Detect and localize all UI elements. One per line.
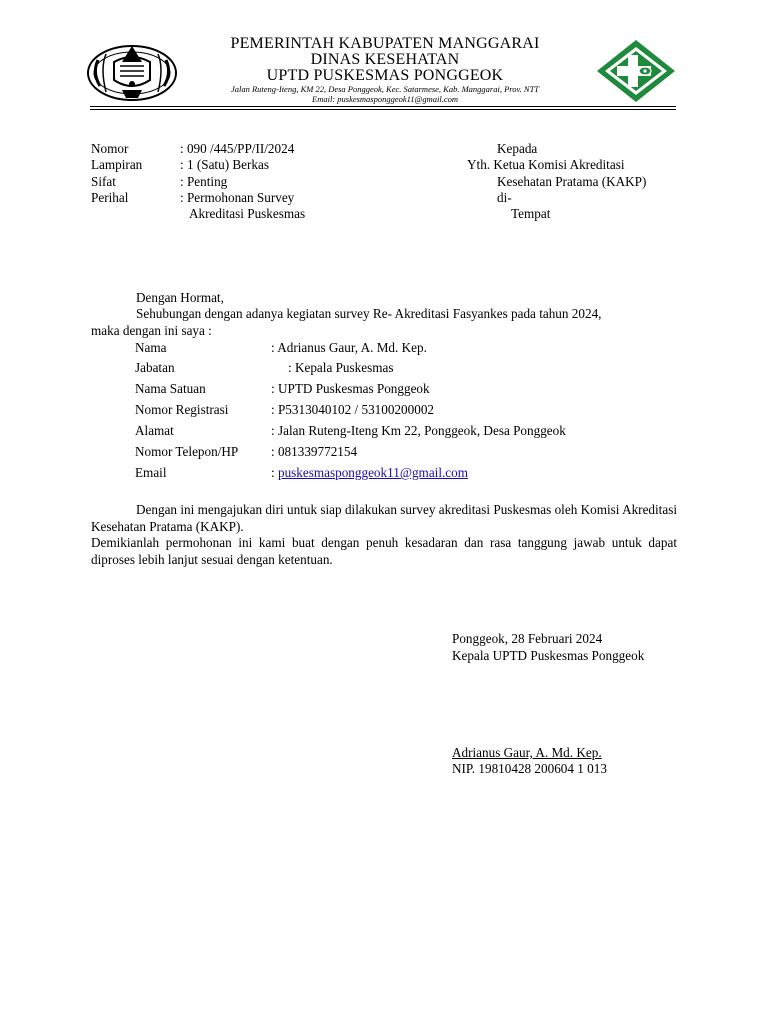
- field-label-alamat: Alamat: [135, 423, 174, 438]
- nomor-label: Nomor: [91, 141, 129, 156]
- signature-position: Kepala UPTD Puskesmas Ponggeok: [452, 648, 645, 663]
- perihal-value-1: : Permohonan Survey: [180, 190, 295, 205]
- field-value-nama: : Adrianus Gaur, A. Md. Kep.: [271, 340, 427, 355]
- recipient-kepada: Kepada: [497, 141, 538, 156]
- field-label-nama-satuan: Nama Satuan: [135, 381, 206, 396]
- kop-line-2: DINAS KESEHATAN: [310, 51, 460, 68]
- field-value-telepon: : 081339772154: [271, 444, 358, 459]
- lampiran-label: Lampiran: [91, 157, 143, 172]
- recipient-tempat: Tempat: [511, 206, 551, 221]
- email-colon: :: [271, 465, 278, 480]
- field-value-email: [271, 465, 468, 481]
- kop-line-1: PEMERINTAH KABUPATEN MANGGARAI: [230, 35, 540, 52]
- paragraph-closing: [91, 535, 677, 568]
- paragraph-submission: [91, 502, 677, 535]
- field-label-email: Email: [135, 465, 167, 480]
- sifat-label: Sifat: [91, 174, 116, 189]
- field-value-jabatan: : Kepala Puskesmas: [288, 360, 394, 375]
- paragraph-submission-text: Dengan ini mengajukan diri untuk siap dilakukan survey akreditasi Puskesmas oleh Komisi Akreditasi Kesehatan Pratama (KAKP).: [91, 502, 677, 534]
- nomor-value: : 090 /445/PP/II/2024: [180, 141, 295, 156]
- email-link[interactable]: puskesmasponggeok11@gmail.com: [277, 465, 468, 480]
- kop-email: Email: puskesmasponggeok11@gmail.com: [312, 94, 458, 104]
- field-value-nomor-registrasi: : P5313040102 / 53100200002: [271, 402, 435, 417]
- recipient-line-2: Kesehatan Pratama (KAKP): [497, 174, 647, 189]
- field-label-nomor-registrasi: Nomor Registrasi: [135, 402, 229, 417]
- puskesmas-logo-icon: [595, 38, 677, 104]
- regency-emblem-icon: [86, 40, 178, 106]
- kop-divider-thick: [90, 106, 676, 107]
- sifat-value: : Penting: [180, 174, 228, 189]
- perihal-value-2: Akreditasi Puskesmas: [189, 206, 306, 221]
- salutation: Dengan Hormat,: [136, 290, 224, 305]
- kop-address: Jalan Ruteng-Iteng, KM 22, Desa Ponggeok, Kec. Satarmese, Kab. Manggarai, Prov. NTT: [230, 84, 540, 94]
- field-label-jabatan: Jabatan: [135, 360, 175, 375]
- intro-line-2: maka dengan ini saya :: [91, 323, 212, 338]
- recipient-yth: Yth. Ketua Komisi Akreditasi: [467, 157, 625, 172]
- kop-divider-thin: [90, 109, 676, 110]
- field-value-alamat: : Jalan Ruteng-Iteng Km 22, Ponggeok, Desa Ponggeok: [271, 423, 566, 438]
- signature-name: Adrianus Gaur, A. Md. Kep.: [452, 745, 602, 760]
- perihal-label: Perihal: [91, 190, 129, 205]
- field-label-nama: Nama: [135, 340, 167, 355]
- intro-line-1: Sehubungan dengan adanya kegiatan survey Re- Akreditasi Fasyankes pada tahun 2024,: [136, 306, 602, 321]
- field-value-nama-satuan: : UPTD Puskesmas Ponggeok: [271, 381, 430, 396]
- recipient-di: di-: [497, 190, 512, 205]
- lampiran-value: : 1 (Satu) Berkas: [180, 157, 269, 172]
- signature-nip: NIP. 19810428 200604 1 013: [452, 761, 607, 776]
- paragraph-closing-text: Demikianlah permohonan ini kami buat dengan penuh kesadaran dan rasa tanggung jawab untuk dapat diproses lebih lanjut sesuai dengan ketentuan.: [91, 535, 677, 567]
- signature-place-date: Ponggeok, 28 Februari 2024: [452, 631, 603, 646]
- kop-line-3: UPTD PUSKESMAS PONGGEOK: [266, 67, 504, 84]
- field-label-telepon: Nomor Telepon/HP: [135, 444, 239, 459]
